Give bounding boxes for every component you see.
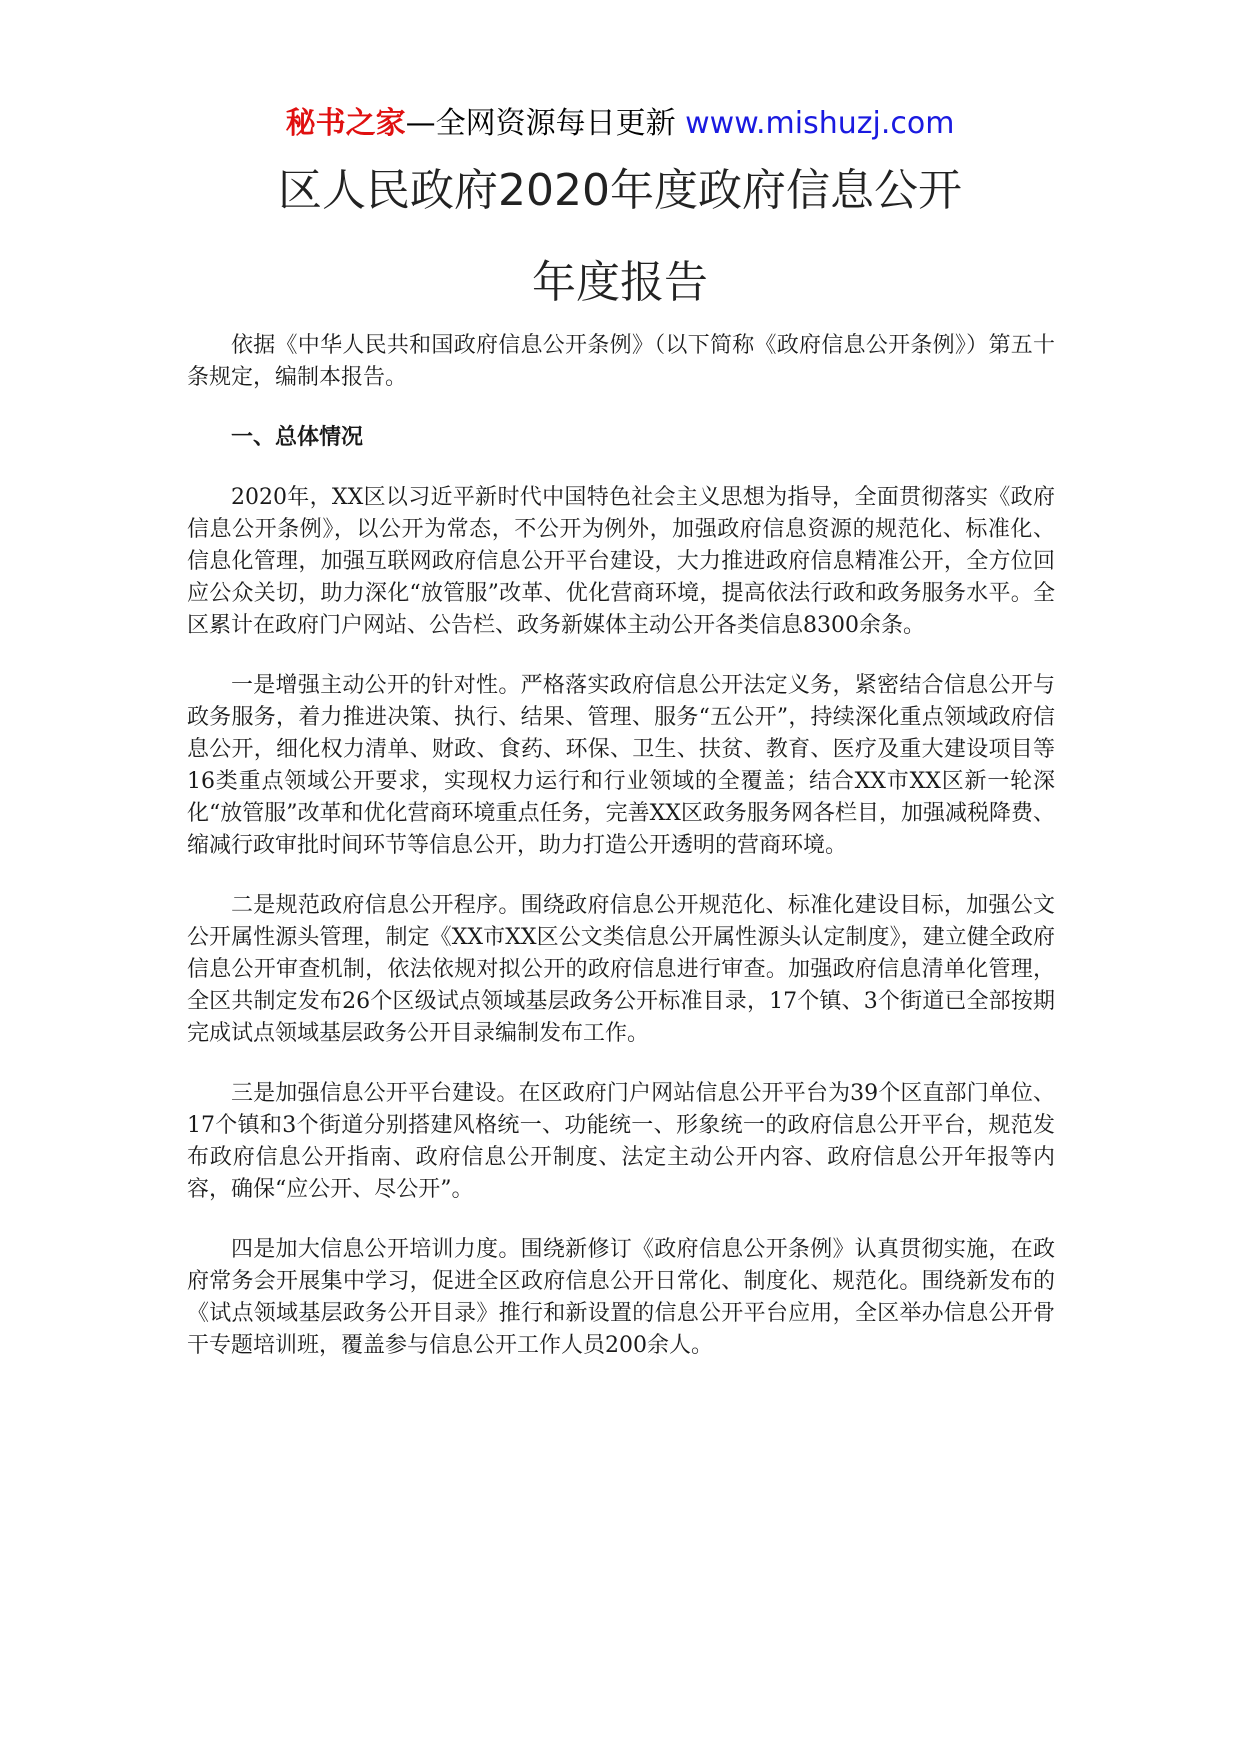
site-banner (0, 104, 1240, 144)
document-title-line-2: 年度报告 (532, 257, 708, 308)
intro-paragraph: 依据《中华人民共和国政府信息公开条例》（以下简称《政府信息公开条例》）第五十条规定，编制本报告。 (187, 333, 1055, 390)
overview-paragraph: 2020年，XX区以习近平新时代中国特色社会主义思想为指导，全面贯彻落实《政府信息公开条例》，以公开为常态，不公开为例外，加强政府信息资源的规范化、标准化、信息化管理，加强互联网政府信息公开平台建设，大力推进政府信息精准公开，全方位回应公众关切，助力深化“放管服”改革、优化营商环境，提高依法行政和政务服务水平。全区累计在政府门户网站、公告栏、政务新媒体主动公开各类信息8300余条。 (187, 485, 1055, 638)
paragraph-point-4: 四是加大信息公开培训力度。围绕新修订《政府信息公开条例》认真贯彻实施，在政府常务会开展集中学习，促进全区政府信息公开日常化、制度化、规范化。围绕新发布的《试点领域基层政务公开目录》推行和新设置的信息公开平台应用，全区举办信息公开骨干专题培训班，覆盖参与信息公开工作人员200余人。 (187, 1237, 1055, 1358)
paragraph-point-1: 一是增强主动公开的针对性。严格落实政府信息公开法定义务，紧密结合信息公开与政务服务，着力推进决策、执行、结果、管理、服务“五公开”，持续深化重点领域政府信息公开，细化权力清单、财政、食药、环保、卫生、扶贫、教育、医疗及重大建设项目等16类重点领域公开要求，实现权力运行和行业领域的全覆盖；结合XX市XX区新一轮深化“放管服”改革和优化营商环境重点任务，完善XX区政务服务网各栏目，加强减税降费、缩减行政审批时间环节等信息公开，助力打造公开透明的营商环境。 (187, 673, 1055, 858)
paragraph-point-2: 二是规范政府信息公开程序。围绕政府信息公开规范化、标准化建设目标，加强公文公开属性源头管理，制定《XX市XX区公文类信息公开属性源头认定制度》，建立健全政府信息公开审查机制，依法依规对拟公开的政府信息进行审查。加强政府信息清单化管理，全区共制定发布26个区级试点领域基层政务公开标准目录，17个镇、3个街道已全部按期完成试点领域基层政务公开目录编制发布工作。 (187, 893, 1055, 1046)
brand-name: 秘书之家 (285, 106, 406, 141)
document-title-line-1: 区人民政府2020年度政府信息公开 (278, 165, 962, 216)
paragraph-point-3: 三是加强信息公开平台建设。在区政府门户网站信息公开平台为39个区直部门单位、17个镇和3个街道分别搭建风格统一、功能统一、形象统一的政府信息公开平台，规范发布政府信息公开指南、政府信息公开制度、法定主动公开内容、政府信息公开年报等内容，确保“应公开、尽公开”。 (187, 1081, 1055, 1202)
section-heading-overview: 一、总体情况 (231, 425, 364, 450)
site-url-link[interactable]: www.mishuzj.com (685, 106, 955, 141)
document-body (187, 330, 1055, 1390)
banner-tagline: —全网资源每日更新 (405, 106, 676, 141)
